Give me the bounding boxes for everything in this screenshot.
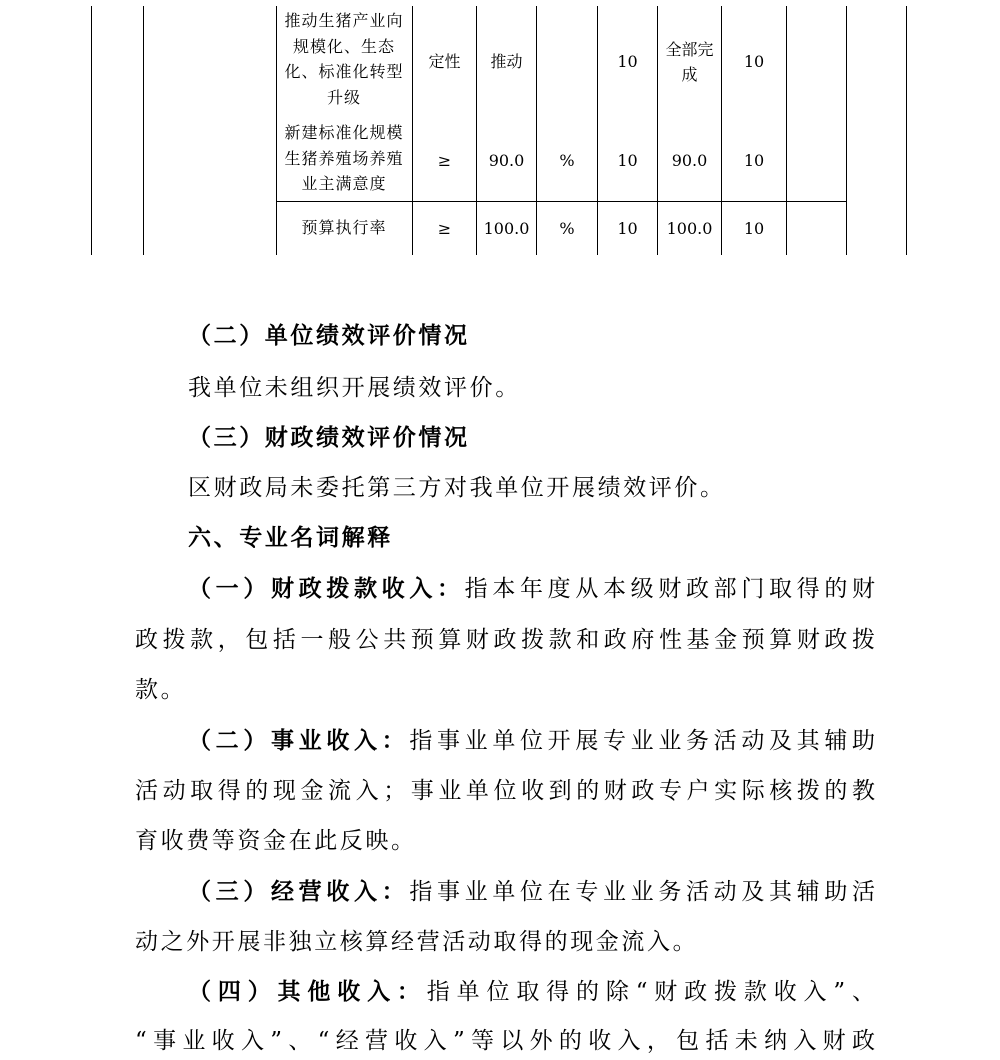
target-cell: 100.0 xyxy=(483,218,530,238)
unit-cell: % xyxy=(559,218,575,238)
indicator-line: 生猪养殖场养殖 xyxy=(284,148,404,168)
paragraph: 我单位未组织开展绩效评价。 xyxy=(188,375,521,401)
definition-text: 指本年度从本级财政部门取得的财 xyxy=(464,576,876,602)
chapter-heading: 六、专业名词解释 xyxy=(188,524,393,551)
definition-line: 动之外开展非独立核算经营活动取得的现金流入。 xyxy=(135,929,699,955)
table-row-divider xyxy=(276,201,846,202)
definition-line xyxy=(188,877,875,907)
unit-cell xyxy=(537,46,597,76)
indicator-line: 升级 xyxy=(326,87,361,107)
definition-term: （四）其他收入： xyxy=(188,978,427,1005)
indicator-cell xyxy=(277,215,411,241)
target-cell: 推动 xyxy=(490,51,523,71)
weight-cell: 10 xyxy=(617,51,638,71)
definition-term: （一）财政拨款收入： xyxy=(188,575,465,602)
operator-cell: ≥ xyxy=(437,150,452,170)
section-heading: （三）财政绩效评价情况 xyxy=(188,424,470,451)
definition-line xyxy=(188,977,875,1007)
actual-cell: 100.0 xyxy=(666,218,713,238)
actual-cell: 90.0 xyxy=(671,150,708,170)
definition-line: 款。 xyxy=(135,677,187,703)
indicator-line: 推动生猪产业向 xyxy=(284,11,404,30)
indicator-line: 预算执行率 xyxy=(301,218,387,237)
table-border xyxy=(846,6,847,255)
actual-line: 全部完 xyxy=(665,40,714,59)
definition-text: 指事业单位在专业业务活动及其辅助活 xyxy=(409,879,876,905)
indicator-line: 新建标准化规模 xyxy=(284,123,404,142)
score-cell: 10 xyxy=(743,218,765,238)
unit-cell: % xyxy=(559,150,575,170)
indicator-line: 化、标准化转型 xyxy=(284,62,404,81)
section-heading: （二）单位绩效评价情况 xyxy=(188,322,470,349)
target-cell: 90.0 xyxy=(488,150,525,170)
weight-cell: 10 xyxy=(617,150,638,170)
weight-cell: 10 xyxy=(617,218,638,238)
indicator-cell xyxy=(277,120,411,197)
definition-line: 政拨款，包括一般公共预算财政拨款和政府性基金预算财政拨 xyxy=(135,627,875,653)
definition-line xyxy=(188,574,875,604)
indicator-line: 规模化、生态 xyxy=(292,36,395,56)
definition-text: 指单位取得的除“财政拨款收入”、 xyxy=(426,979,875,1005)
score-cell: 10 xyxy=(743,150,765,170)
definition-line: 活动取得的现金流入；事业单位收到的财政专户实际核拨的教 xyxy=(135,778,875,804)
actual-line: 成 xyxy=(681,65,698,84)
table-border xyxy=(786,6,787,255)
table-border xyxy=(906,6,907,255)
indicator-line: 业主满意度 xyxy=(301,174,387,193)
table-border xyxy=(143,6,144,255)
paragraph: 区财政局未委托第三方对我单位开展绩效评价。 xyxy=(188,475,726,501)
definition-term: （二）事业收入： xyxy=(188,727,410,754)
actual-cell xyxy=(658,34,721,90)
definition-line: 育收费等资金在此反映。 xyxy=(135,828,417,854)
definition-term: （三）经营收入： xyxy=(188,878,410,905)
definition-line xyxy=(188,726,875,756)
table-border xyxy=(91,6,92,255)
definition-line: “事业收入”、“经营收入”等以外的收入，包括未纳入财政 xyxy=(135,1028,875,1054)
score-cell: 10 xyxy=(743,51,765,71)
operator-cell: 定性 xyxy=(428,51,461,71)
operator-cell: ≥ xyxy=(437,218,452,238)
definition-text: 指事业单位开展专业业务活动及其辅助 xyxy=(409,728,876,754)
indicator-cell xyxy=(277,8,411,110)
